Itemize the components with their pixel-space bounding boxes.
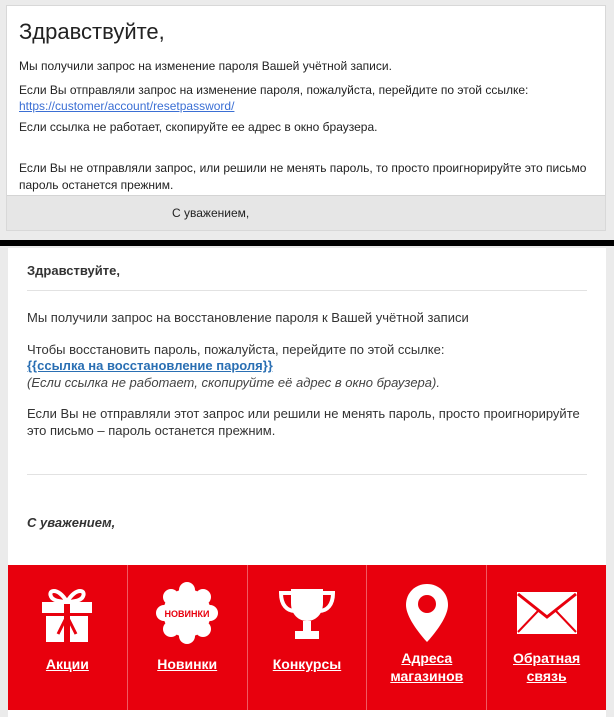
footer-nav-bar	[8, 565, 606, 710]
instruction-text: Чтобы восстановить пароль, пожалуйста, перейдите по этой ссылке:	[27, 342, 445, 357]
ignore-text-line2: пароль останется прежним.	[19, 178, 174, 192]
nav-item-feedback[interactable]	[487, 565, 606, 710]
trophy-icon	[248, 581, 367, 645]
section-divider	[0, 240, 614, 246]
nav-label-store-addresses	[367, 649, 486, 685]
nav-label-feedback	[487, 649, 606, 685]
reset-password-link[interactable]: {{ссылка на восстановление пароля}}	[27, 358, 273, 373]
nav-item-promotions[interactable]	[8, 565, 128, 710]
nav-label-line1: Обратная	[513, 650, 581, 666]
nav-label-line2: связь	[526, 668, 567, 684]
map-pin-icon	[367, 581, 486, 645]
request-received-text: Мы получили запрос на изменение пароля Вашей учётной записи.	[19, 59, 392, 73]
ignore-text-line1: Если Вы не отправляли запрос, или решили не менять пароль, то просто проигнорируйте это письмо	[19, 161, 587, 175]
signoff-text: С уважением,	[172, 206, 250, 220]
nav-label-line1: Адреса	[401, 650, 453, 666]
nav-label-contests: Конкурсы	[272, 656, 342, 672]
greeting-heading: Здравствуйте,	[27, 263, 120, 278]
copy-link-hint: (Если ссылка не работает, скопируйте её адрес в окно браузера).	[27, 375, 440, 390]
email-footer	[7, 195, 605, 230]
nav-label-new-arrivals: Новинки	[157, 656, 218, 672]
ignore-text-line2: это письмо – пароль останется прежним.	[27, 423, 276, 438]
new-badge-text: НОВИНКИ	[164, 609, 210, 619]
header-rule	[27, 290, 587, 291]
gift-icon	[8, 581, 127, 645]
new-badge-icon	[128, 581, 247, 645]
ignore-text-line1: Если Вы не отправляли этот запрос или решили не менять пароль, просто проигнорируйте	[27, 406, 580, 421]
envelope-icon	[487, 581, 606, 645]
nav-item-new-arrivals[interactable]	[128, 565, 248, 710]
greeting-heading: Здравствуйте,	[19, 19, 165, 44]
signoff-text: С уважением,	[27, 515, 116, 530]
nav-item-contests[interactable]	[248, 565, 368, 710]
reset-password-link[interactable]: https://customer/account/resetpassword/	[19, 99, 235, 113]
nav-label-promotions: Акции	[45, 656, 89, 672]
signoff-rule	[27, 474, 587, 475]
copy-link-hint: Если ссылка не работает, скопируйте ее адрес в окно браузера.	[19, 120, 378, 134]
nav-label-line2: магазинов	[390, 668, 464, 684]
request-received-text: Мы получили запрос на восстановление пароля к Вашей учётной записи	[27, 310, 469, 325]
nav-item-store-addresses[interactable]	[367, 565, 487, 710]
instruction-text: Если Вы отправляли запрос на изменение пароля, пожалуйста, перейдите по этой ссылке:	[19, 83, 529, 97]
old-email-template	[6, 5, 606, 231]
